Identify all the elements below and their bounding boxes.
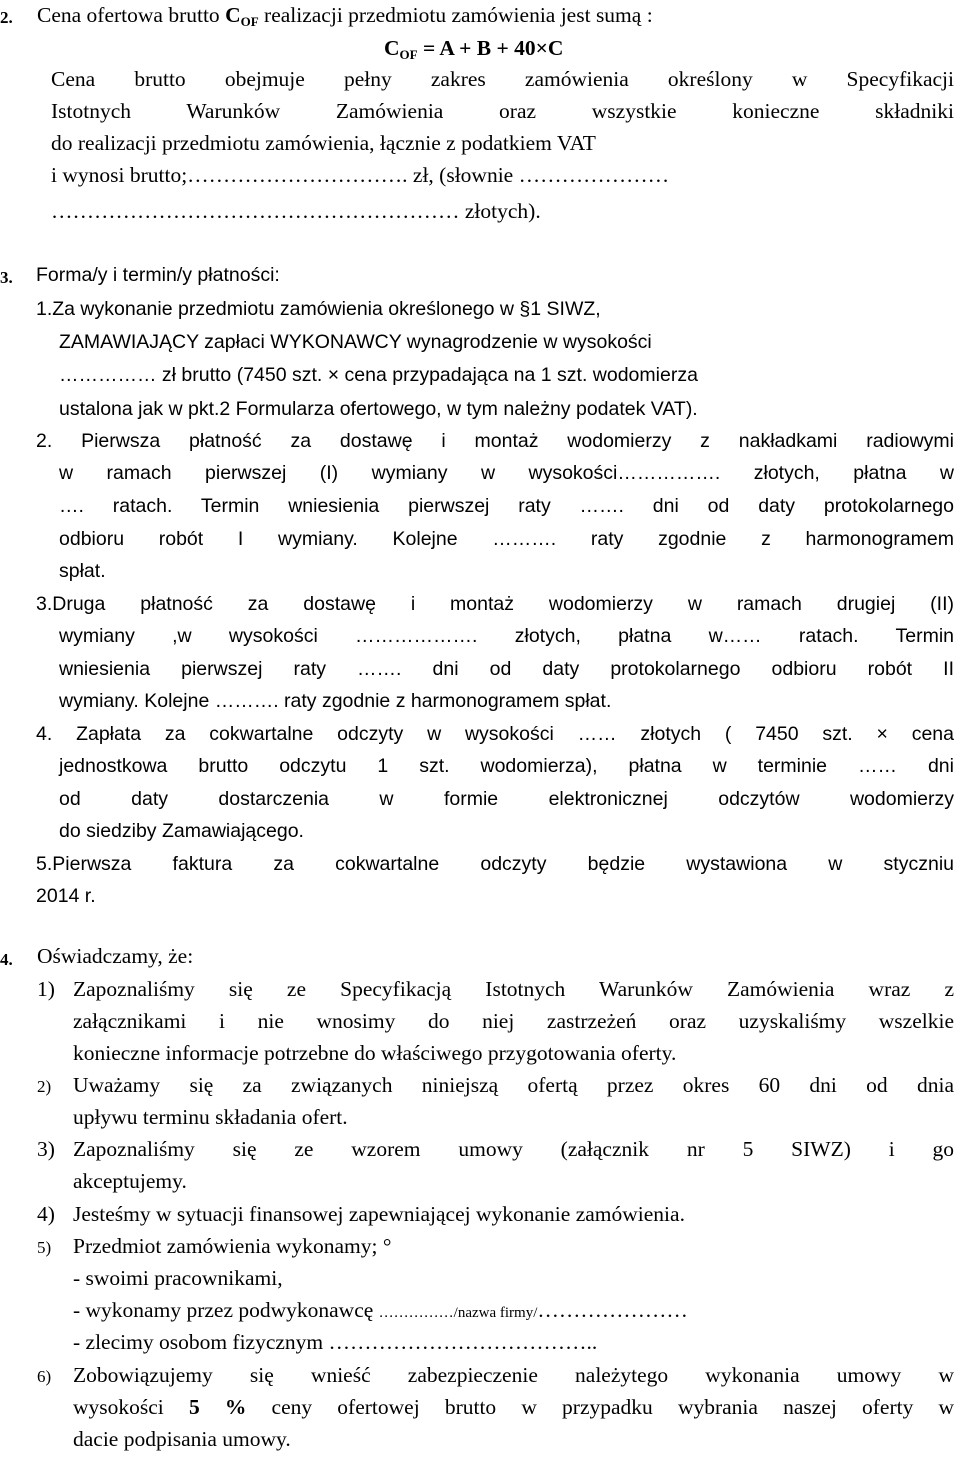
section-3-line: 2. Pierwsza płatność za dostawę i montaż wodomierzy z nakładkami radiowymi [36, 430, 954, 452]
item-line: Jesteśmy w sytuacji finansowej zapewniającej wykonanie zamówienia. [73, 1202, 685, 1226]
section-3-line: 5.Pierwsza faktura za cokwartalne odczyty będzie wystawiona w styczniu [36, 853, 954, 875]
section-3-number: 3. [0, 268, 13, 287]
section-3-line: od daty dostarczenia w formie elektronicznej odczytów wodomierzy [59, 788, 954, 810]
section-3-line: w ramach pierwszej (I) wymiany w wysokości……………. złotych, płatna w [59, 462, 954, 484]
section-3-line: 2014 r. [36, 885, 96, 907]
section-3-line: ZAMAWIAJĄCY zapłaci WYKONAWCY wynagrodzenie w wysokości [59, 331, 652, 353]
item-line: dacie podpisania umowy. [73, 1427, 291, 1451]
subcontract-option: - zlecimy osobom fizycznym ……………………………….. [73, 1330, 598, 1354]
item-line: Zapoznaliśmy się ze wzorem umowy (załącznik nr 5 SIWZ) i go [73, 1137, 954, 1161]
item-line: Zobowiązujemy się wnieść zabezpieczenie należytego wykonania umowy w [73, 1363, 954, 1387]
section-3-line: wniesienia pierwszej raty ……. dni od daty protokolarnego odbioru robót II [59, 658, 954, 680]
item-line: Przedmiot zamówienia wykonamy; ° [73, 1234, 392, 1258]
section-2-number: 2. [0, 8, 13, 27]
section-3-line: spłat. [59, 560, 106, 582]
section-2-line: Cena brutto obejmuje pełny zakres zamówienia określony w Specyfikacji [51, 67, 954, 91]
item-number: 5) [37, 1238, 52, 1257]
item-number: 3) [37, 1137, 55, 1161]
item-line: Zapoznaliśmy się ze Specyfikacją Istotnych Warunków Zamówienia wraz z [73, 977, 954, 1001]
section-3-line: ustalona jak w pkt.2 Formularza ofertowego, w tym należny podatek VAT). [59, 398, 698, 420]
item-number: 6) [37, 1367, 52, 1386]
price-formula: COF = A + B + 40×C [384, 36, 564, 62]
section-3-line: jednostkowa brutto odczytu 1 szt. wodomierza), płatna w terminie …… dni [59, 755, 954, 777]
item-line: Uważamy się za związanych niniejszą ofertą przez okres 60 dni od dnia [73, 1073, 954, 1097]
item-line: załącznikami i nie wnosimy do niej zastrzeżeń oraz uzyskaliśmy wszelkie [73, 1009, 954, 1033]
section-3-title: Forma/y i termin/y płatności: [36, 264, 280, 286]
section-2-line: i wynosi brutto;…………………………. zł, (słownie ………………… [51, 163, 670, 187]
subcontract-option: - swoimi pracownikami, [73, 1266, 283, 1290]
section-2-line: Istotnych Warunków Zamówienia oraz wszystkie konieczne składniki [51, 99, 954, 123]
section-3-line: do siedziby Zamawiającego. [59, 820, 304, 842]
section-3-line: wymiany ,w wysokości ………………. złotych, płatna w…… ratach. Termin [59, 625, 954, 647]
section-3-line: 3.Druga płatność za dostawę i montaż wodomierzy w ramach drugiej (II) [36, 593, 954, 615]
section-3-line: …. ratach. Termin wniesienia pierwszej raty ……. dni od daty protokolarnego [59, 495, 954, 517]
section-3-line: …………… zł brutto (7450 szt. × cena przypadająca na 1 szt. wodomierza [59, 364, 698, 386]
item-number: 2) [37, 1077, 52, 1096]
item-line: konieczne informacje potrzebne do właściwego przygotowania oferty. [73, 1041, 677, 1065]
section-3-line: odbioru robót I wymiany. Kolejne ………. raty zgodnie z harmonogramem [59, 528, 954, 550]
section-3-line: 4. Zapłata za cokwartalne odczyty w wysokości …… złotych ( 7450 szt. × cena [36, 723, 954, 745]
item-line: akceptujemy. [73, 1169, 187, 1193]
section-4-title: Oświadczamy, że: [37, 944, 194, 968]
item-line: wysokości 5 % ceny ofertowej brutto w przypadku wybrania naszej oferty w [73, 1395, 955, 1419]
section-2-intro: Cena ofertowa brutto COF realizacji przedmiotu zamówienia jest sumą : [37, 3, 653, 29]
section-2-line: do realizacji przedmiotu zamówienia, łącznie z podatkiem VAT [51, 131, 596, 155]
item-line: upływu terminu składania ofert. [73, 1105, 348, 1129]
section-3-line: wymiany. Kolejne ………. raty zgodnie z harmonogramem spłat. [59, 690, 612, 712]
item-number: 4) [37, 1202, 55, 1226]
item-number: 1) [37, 977, 55, 1001]
section-2-line: ………………………………………………… złotych). [51, 199, 541, 223]
subcontract-option: - wykonamy przez podwykonawcę ……………/nazwa firmy/………………… [73, 1298, 688, 1322]
section-3-line: 1.Za wykonanie przedmiotu zamówienia określonego w §1 SIWZ, [36, 298, 601, 320]
section-4-number: 4. [0, 950, 13, 969]
